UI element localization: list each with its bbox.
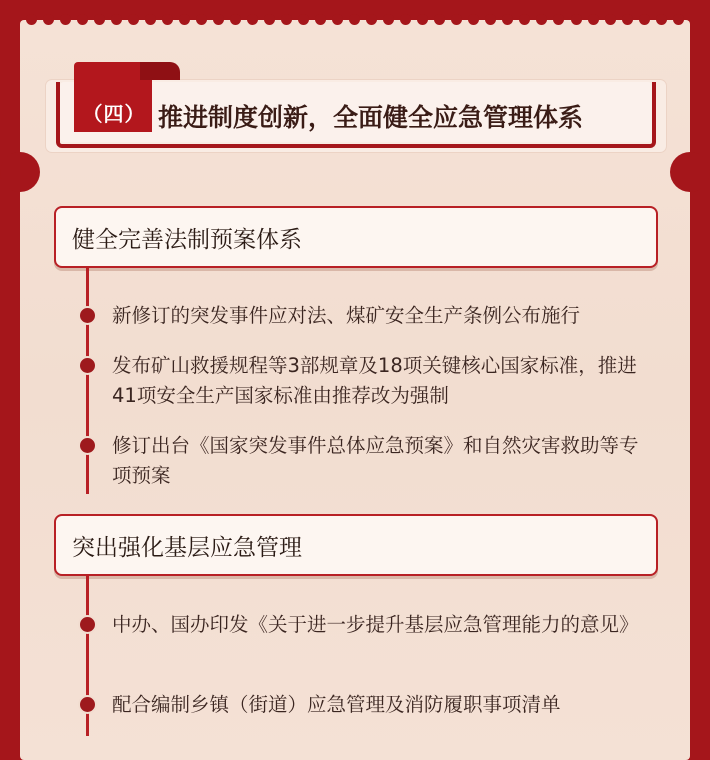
section-number: （四） bbox=[82, 102, 146, 126]
timeline-line bbox=[86, 268, 89, 494]
list-item: 新修订的突发事件应对法、煤矿安全生产条例公布施行 bbox=[112, 304, 581, 327]
list-item: 修订出台《国家突发事件总体应急预案》和自然灾害救助等专项预案 bbox=[112, 434, 639, 487]
section-heading-box bbox=[54, 514, 658, 576]
section-heading-box bbox=[54, 206, 658, 268]
section-heading: 健全完善法制预案体系 bbox=[72, 227, 302, 253]
section-heading: 突出强化基层应急管理 bbox=[72, 535, 302, 561]
list-item: 配合编制乡镇（街道）应急管理及消防履职事项清单 bbox=[112, 693, 561, 716]
list-item: 发布矿山救援规程等3部规章及18项关键核心国家标准，推进41项安全生产国家标准由推荐改为强制 bbox=[112, 354, 637, 407]
bullet-dot bbox=[80, 617, 95, 632]
page-title: 推进制度创新，全面健全应急管理体系 bbox=[158, 103, 584, 132]
bullet-dot bbox=[80, 358, 95, 373]
timeline-line bbox=[86, 576, 89, 736]
list-item: 中办、国办印发《关于进一步提升基层应急管理能力的意见》 bbox=[112, 613, 639, 636]
scalloped-edge bbox=[20, 14, 690, 28]
bullet-dot bbox=[80, 308, 95, 323]
bullet-dot bbox=[80, 438, 95, 453]
notch-left bbox=[0, 152, 40, 192]
bullet-dot bbox=[80, 697, 95, 712]
notch-right bbox=[670, 152, 710, 192]
ribbon-curl bbox=[140, 62, 180, 80]
